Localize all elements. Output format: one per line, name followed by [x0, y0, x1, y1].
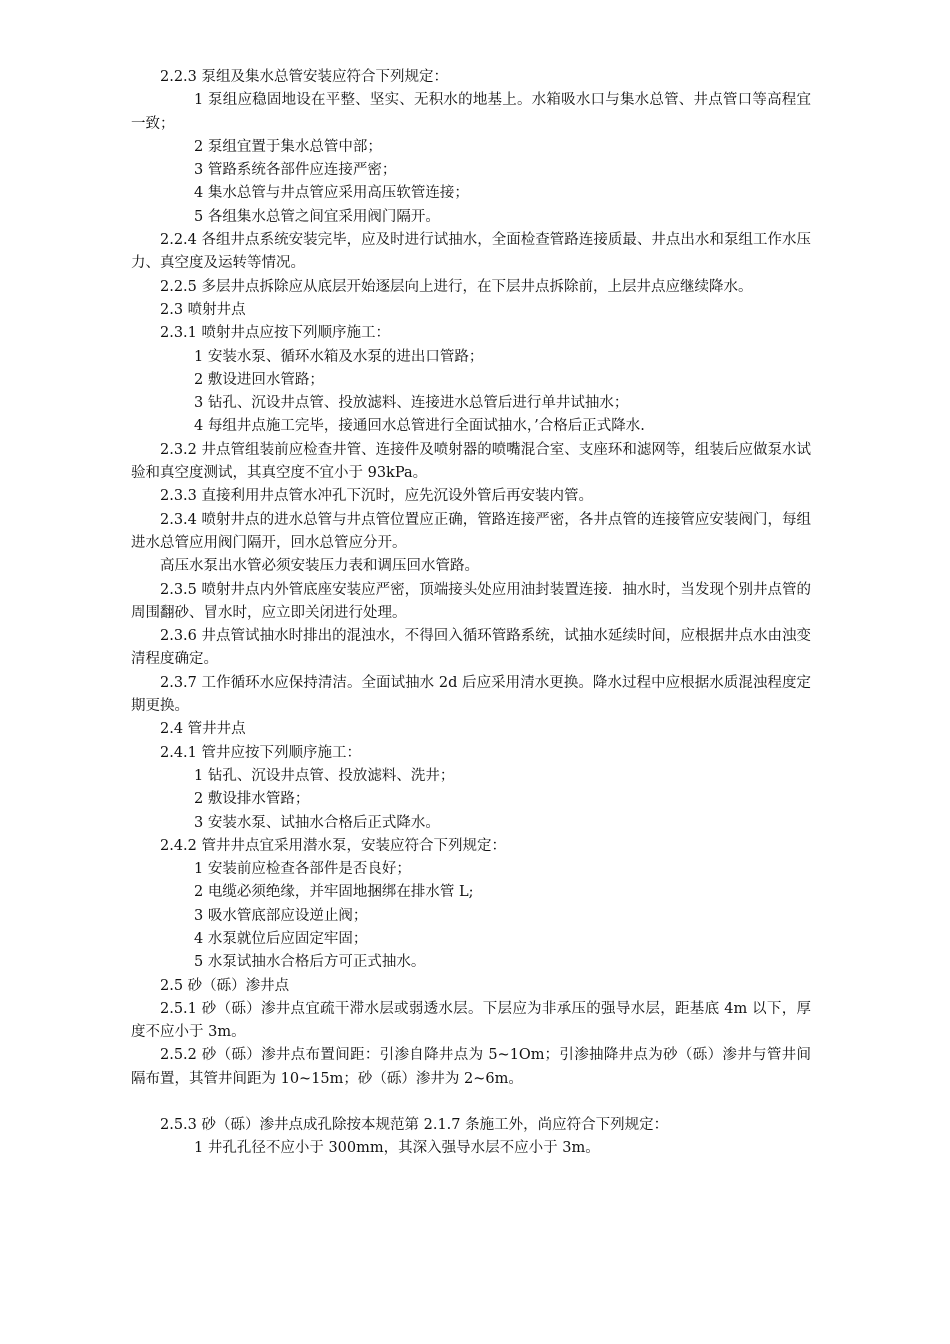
- paragraph: 2.3.5 喷射井点内外管底座安装应严密，顶端接头处应用油封装置连接．抽水时，当发现个别井点管的周围翻砂、冒水时，应立即关闭进行处理。: [131, 581, 811, 621]
- list-item: 3 钻孔、沉设井点管、投放滤料、连接进水总管后进行单井试抽水；: [194, 395, 629, 412]
- list-item: 4 集水总管与井点管应采用高压软管连接；: [194, 185, 469, 202]
- list-item: 1 钻孔、沉设井点管、投放滤料、洗井；: [194, 767, 455, 784]
- list-item: 1 安装水泵、循环水箱及水泵的进出口管路；: [194, 348, 484, 365]
- list-item: 2 泵组宜置于集水总管中部；: [194, 138, 382, 155]
- paragraph: 2.3.4 喷射井点的进水总管与井点管位置应正确，管路连接严密，各井点管的连接管应安装阀门，每组进水总管应用阀门隔开，回水总管应分开。: [131, 511, 811, 551]
- paragraph: 2.3.1 喷射井点应按下列顺序施工：: [160, 325, 391, 342]
- paragraph: 2.5.1 砂（砾）渗井点宜疏干滞水层或弱透水层。下层应为非承压的强导水层，距基底 4m 以下，厚度不应小于 3m。: [131, 1000, 811, 1041]
- list-item: 3 管路系统各部件应连接严密；: [194, 162, 397, 179]
- list-item: 1 安装前应检查各部件是否良好；: [194, 861, 411, 878]
- paragraph: 2.3.3 直接利用井点管水冲孔下沉时，应先沉设外管后再安装内管。: [160, 488, 594, 505]
- list-item: 4 每组井点施工完毕，接通回水总管进行全面试抽水，’合格后正式降水.: [194, 418, 645, 435]
- paragraph: 2.3.7 工作循环水应保持清洁。全面试抽水 2d 后应采用清水更换。降水过程中应根据水质混浊程度定期更换。: [131, 674, 811, 715]
- paragraph: 2.3 喷射井点: [160, 301, 246, 318]
- list-item: 5 各组集水总管之间宜采用阀门隔开。: [194, 208, 440, 225]
- paragraph: 2.2.4 各组井点系统安装完毕，应及时进行试抽水，全面检查管路连接质最、井点出水和泵组工作水压力、真空度及运转等情况。: [131, 232, 811, 272]
- list-item: 2 敷设排水管路；: [194, 791, 310, 808]
- paragraph: 2.5.3 砂（砾）渗井点成孔除按本规范第 2.1.7 条施工外，尚应符合下列规定：: [160, 1117, 669, 1134]
- paragraph: 2.4 管井井点: [160, 721, 246, 738]
- list-item: 4 水泵就位后应固定牢固；: [194, 930, 368, 947]
- paragraph: 2.3.6 井点管试抽水时排出的混浊水，不得回入循环管路系统，试抽水延续时间，应根据井点水由浊变清程度确定。: [131, 628, 811, 668]
- blank-line: [131, 1091, 811, 1114]
- paragraph: 2.4.1 管井应按下列顺序施工：: [160, 744, 362, 761]
- list-item: 3 吸水管底部应设逆止阀；: [194, 907, 368, 924]
- paragraph: 2.4.2 管井井点宜采用潜水泵，安装应符合下列规定：: [160, 837, 507, 854]
- list-item: 1 泵组应稳固地设在平整、坚实、无积水的地基上。水箱吸水口与集水总管、井点管口等高程宜一致；: [131, 92, 811, 132]
- list-item: 5 水泵试抽水合格后方可正式抽水。: [194, 954, 426, 971]
- paragraph: 高压水泵出水管必须安装压力表和调压回水管路。: [160, 558, 479, 575]
- document-body: [131, 66, 811, 1161]
- list-item: 2 敷设进回水管路；: [194, 371, 324, 388]
- list-item: 1 井孔孔径不应小于 300mm，其深入强导水层不应小于 3m。: [194, 1140, 600, 1157]
- paragraph: 2.3.2 井点管组装前应检查井管、连接件及喷射器的喷嘴混合室、支座环和滤网等，组装后应做泵水试验和真空度测试，其真空度不宜小于 93kPa。: [131, 441, 811, 482]
- paragraph: 2.2.5 多层井点拆除应从底层开始逐层向上进行，在下层井点拆除前，上层井点应继续降水。: [160, 278, 753, 295]
- paragraph: 2.5 砂（砾）渗井点: [160, 977, 290, 994]
- list-item: 3 安装水泵、试抽水合格后正式降水。: [194, 814, 440, 831]
- list-item: 2 电缆必须绝缘，并牢固地捆绑在排水管 L;: [194, 884, 474, 901]
- paragraph: 2.2.3 泵组及集水总管安装应符合下列规定：: [160, 69, 449, 85]
- paragraph: 2.5.2 砂（砾）渗井点布置间距：引渗自降井点为 5~1Om；引渗抽降井点为砂（砾）渗井与管井间隔布置，其管井间距为 10~15m；砂（砾）渗井为 2~6m。: [131, 1047, 811, 1087]
